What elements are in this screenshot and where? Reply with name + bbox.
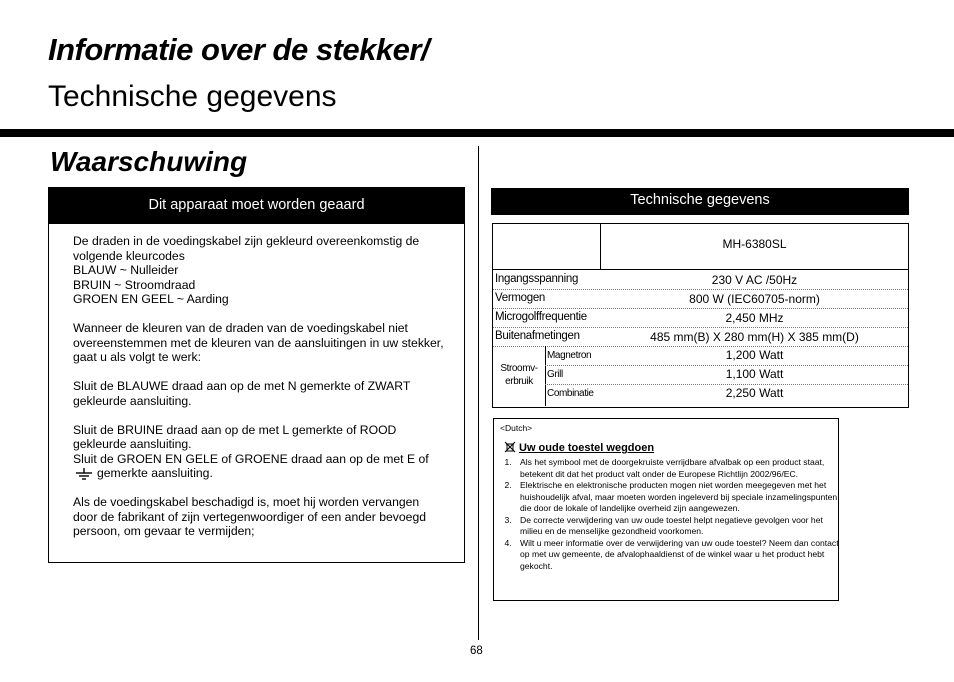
text-line: Sluit de BRUINE draad aan op de met L gemerkte of ROOD	[73, 422, 397, 437]
page-subtitle: Technische gegevens	[48, 80, 337, 113]
language-tag: <Dutch>	[500, 423, 533, 433]
spec-value: 485 mm(B) X 280 mm(H) X 385 mm(D)	[650, 330, 859, 344]
text-line: Wanneer de kleuren van de draden van de voedingskabel niet	[73, 321, 408, 335]
table-row	[545, 365, 908, 385]
spec-value: 230 V AC /50Hz	[711, 273, 798, 287]
mode-value: 1,200 Watt	[725, 348, 784, 362]
table-row	[493, 327, 908, 347]
text-line: door de fabrikant of zijn vertegenwoordiger of een ander bevoegd	[73, 509, 426, 524]
table-row	[493, 270, 908, 290]
header-rule	[0, 129, 954, 137]
spec-value: 800 W (IEC60705-norm)	[689, 292, 820, 306]
model-number: MH-6380SL	[722, 237, 787, 251]
text-line: BRUIN ~ Stroomdraad	[73, 277, 196, 292]
text-line: gekleurde aansluiting.	[73, 437, 192, 451]
table-row	[545, 346, 908, 366]
consumption-label-line: erbruik	[505, 376, 533, 387]
consumption-label	[495, 362, 543, 388]
spec-label: Vermogen	[495, 292, 546, 304]
grounding-instructions	[73, 234, 453, 539]
text-line: gaat u als volgt te werk:	[73, 350, 202, 364]
column-divider	[478, 146, 479, 640]
mode-value: 1,100 Watt	[725, 367, 784, 381]
spec-label: Ingangsspanning	[495, 273, 579, 285]
mode-label: Grill	[547, 369, 563, 380]
spec-label: Buitenafmetingen	[495, 330, 580, 342]
mode-label: Combinatie	[547, 388, 594, 399]
list-item: 3. De correcte verwijdering van uw oude toestel helpt negatieve gevolgen voor het milieu en de menselijke gezondheid voorkomen.	[514, 515, 844, 538]
ground-symbol-icon	[73, 468, 95, 480]
text-line: Als de voedingskabel beschadigd is, moet hij worden vervangen	[73, 495, 420, 509]
weee-title	[504, 441, 654, 455]
warning-title: Waarschuwing	[50, 146, 248, 177]
ground-line-text: gemerkte aansluiting.	[97, 466, 213, 480]
grounding-box	[48, 187, 465, 563]
table-row	[545, 384, 908, 403]
mode-label: Magnetron	[547, 350, 592, 361]
specs-table	[492, 223, 909, 408]
list-item: 4. Wilt u meer informatie over de verwijdering van uw oude toestel? Neem dan contact op met uw gemeente, de afvalophaaldienst of de winkel waar u het product hebt gekocht.	[514, 538, 844, 573]
crossed-bin-icon	[504, 441, 516, 453]
text-line: gekleurde aansluiting.	[73, 393, 192, 408]
text-line: overeenstemmen met de kleuren van de aansluitingen in uw stekker,	[73, 335, 444, 350]
table-row	[493, 289, 908, 309]
grounding-box-header: Dit apparaat moet worden geaard	[49, 188, 464, 224]
ground-line	[73, 466, 453, 481]
text-line: Sluit de BLAUWE draad aan op de met N gemerkte of ZWART	[73, 379, 411, 393]
spec-label: Microgolffrequentie	[495, 311, 587, 323]
consumption-label-line: Stroomv-	[500, 363, 538, 374]
text-line: BLAUW ~ Nulleider	[73, 263, 179, 277]
weee-list	[502, 457, 844, 572]
weee-title-text: Uw oude toestel wegdoen	[519, 442, 655, 454]
text-line: volgende kleurcodes	[73, 248, 185, 263]
specs-header: Technische gegevens	[491, 188, 909, 215]
text-line: GROEN EN GEEL ~ Aarding	[73, 292, 229, 306]
weee-notice	[493, 418, 839, 601]
page-title: Informatie over de stekker/	[48, 32, 430, 67]
mode-value: 2,250 Watt	[725, 386, 784, 400]
text-line: persoon, om gevaar te vermijden;	[73, 524, 255, 538]
spec-value: 2,450 MHz	[725, 311, 784, 325]
table-row	[493, 308, 908, 328]
text-line: Sluit de GROEN EN GELE of GROENE draad aan op de met E of	[73, 451, 429, 466]
list-item: 1. Als het symbool met de doorgekruiste verrijdbare afvalbak op een product staat, betekent dit dat het product valt onder de Europese Richtlijn 2002/96/EC.	[514, 457, 844, 480]
list-item: 2. Elektrische en elektronische producten mogen niet worden meegegeven met het huishoudelijk afval, maar moeten worden ingeleverd bij speciale inzamelingspunten die door de lokale of landelijke overheid zijn aangewezen.	[514, 480, 844, 515]
page-number: 68	[470, 645, 483, 657]
text-line: De draden in de voedingskabel zijn gekleurd overeenkomstig de	[73, 234, 420, 248]
